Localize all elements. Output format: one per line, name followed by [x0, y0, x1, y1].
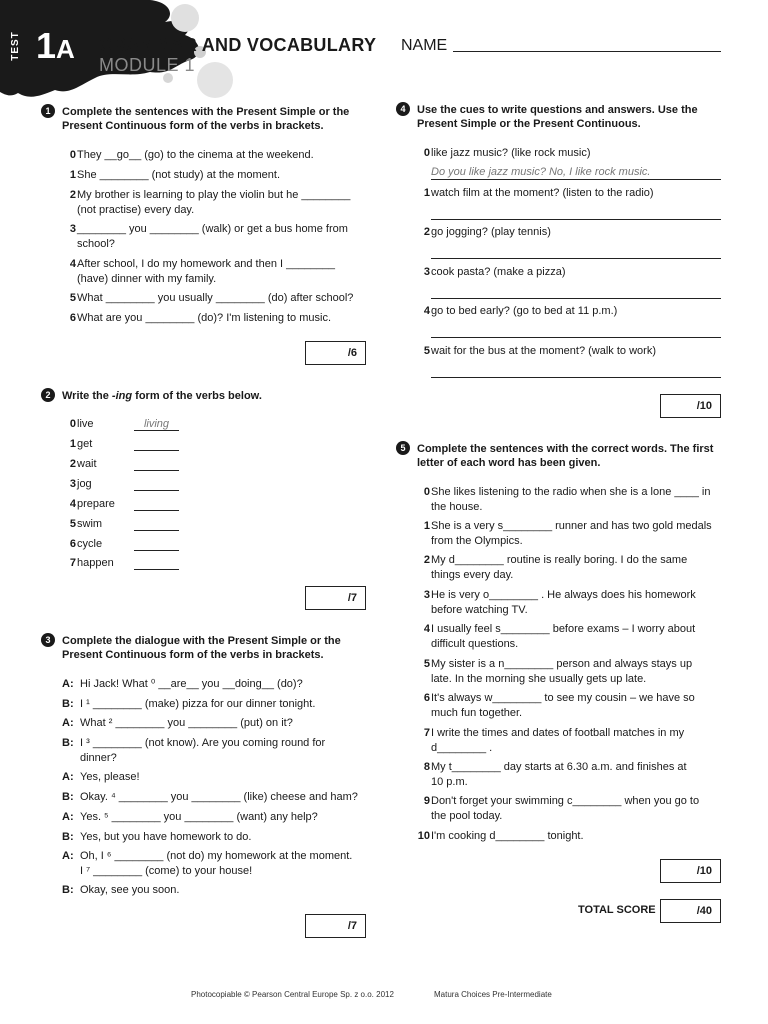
speaker-label: B:: [62, 791, 74, 803]
q1-item-number: 2: [69, 189, 76, 201]
q5-item-text[interactable]: I write the times and dates of football matches in my d________ .: [431, 727, 685, 754]
q5-item-number: 9: [423, 795, 430, 807]
q5-header: [396, 442, 721, 470]
dialogue-text[interactable]: Hi Jack! What ⁰ __are__ you __doing__ (do)?: [80, 678, 303, 690]
speaker-label: A:: [62, 678, 74, 690]
dialogue-text[interactable]: Yes. ⁵ ________ you ________ (want) any help?: [80, 811, 318, 823]
speaker-label: B:: [62, 698, 74, 710]
q2-verb: wait: [77, 458, 97, 470]
q4-answer-field[interactable]: [431, 363, 721, 378]
q4-cue: go to bed early? (go to bed at 11 p.m.): [431, 305, 618, 317]
q5-item-number: 5: [423, 658, 430, 670]
speaker-label: A:: [62, 771, 74, 783]
q1-number: 1: [41, 104, 55, 118]
q1-item-text[interactable]: After school, I do my homework and then I ________ (have) dinner with my family.: [77, 258, 336, 285]
dialogue-text[interactable]: Yes, please!: [80, 771, 140, 783]
badge-letter: A: [56, 34, 75, 64]
q4-cue: cook pasta? (make a pizza): [431, 266, 566, 278]
q3-number: 3: [41, 633, 55, 647]
q5-number: 5: [396, 441, 410, 455]
q5-item-text[interactable]: She is a very s________ runner and has two gold medals from the Olympics.: [431, 520, 712, 547]
speaker-label: A:: [62, 850, 74, 862]
q4-cue: like jazz music? (like rock music): [431, 147, 591, 159]
q4-answer-field[interactable]: [431, 284, 721, 299]
q2-answer-field[interactable]: [134, 556, 179, 570]
speaker-label: B:: [62, 831, 74, 843]
q2-answer-field[interactable]: [134, 517, 179, 531]
q1-item-number: 3: [69, 223, 76, 235]
q1-item-text[interactable]: What are you ________ (do)? I'm listening to music.: [77, 312, 332, 324]
q2-verb: happen: [77, 557, 114, 569]
q5-item-text[interactable]: Don't forget your swimming c________ when you go to the pool today.: [431, 795, 700, 822]
speaker-label: B:: [62, 884, 74, 896]
q2-verb: swim: [77, 518, 103, 530]
module-label: MODULE 1: [99, 55, 196, 75]
badge-number: 1: [36, 25, 57, 66]
q2-answer-field[interactable]: living: [134, 417, 179, 431]
total-score-label: TOTAL SCORE: [578, 904, 656, 916]
q2-answer-field[interactable]: [134, 457, 179, 471]
q2-item-number: 4: [69, 498, 76, 510]
q5-item-number: 1: [423, 520, 430, 532]
footer-copyright: Photocopiable © Pearson Central Europe Sp. z o.o. 2012: [191, 990, 394, 999]
q1-item-number: 5: [69, 292, 76, 304]
q5-item-number: 7: [423, 727, 430, 739]
q5-item-number: 0: [423, 486, 430, 498]
q4-item-number: 0: [423, 147, 430, 159]
q1-item-text[interactable]: My brother is learning to play the violin but he ________ (not practise) every day.: [77, 189, 351, 216]
q4-answer-field[interactable]: [431, 205, 721, 220]
q2-verb: get: [77, 438, 93, 450]
speaker-label: A:: [62, 717, 74, 729]
name-label: NAME: [401, 37, 448, 54]
q1-header: [41, 105, 371, 133]
q5-item-text[interactable]: My sister is a n________ person and always stays up late. In the morning she usually gets up late.: [431, 658, 693, 685]
q5-item-text[interactable]: He is very o________ . He always does his homework before watching TV.: [431, 589, 696, 616]
q2-verb: jog: [77, 478, 92, 490]
dialogue-text[interactable]: Okay. ⁴ ________ you ________ (like) cheese and ham?: [80, 791, 358, 803]
test-label: TEST: [10, 31, 21, 61]
q2-header: [41, 389, 371, 403]
q1-item-text[interactable]: They __go__ (go) to the cinema at the weekend.: [77, 149, 314, 161]
q4-answer-field[interactable]: Do you like jazz music? No, I like rock music.: [431, 165, 721, 180]
q4-header: [396, 103, 721, 131]
q1-item-text[interactable]: She ________ (not study) at the moment.: [77, 169, 281, 181]
q4-cue: watch film at the moment? (listen to the radio): [431, 187, 654, 199]
page-title: GRAMMAR AND VOCABULARY: [99, 35, 377, 55]
q5-item-text[interactable]: It's always w________ to see my cousin – we have so much fun together.: [431, 692, 695, 719]
dialogue-text[interactable]: I ³ ________ (not know). Are you coming round for dinner?: [80, 737, 326, 764]
q5-score-box[interactable]: /10: [660, 859, 721, 883]
q2-item-number: 0: [69, 418, 76, 430]
q2-answer-field[interactable]: [134, 437, 179, 451]
q2-item-number: 1: [69, 438, 76, 450]
q1-item-number: 4: [69, 258, 76, 270]
total-score-box[interactable]: /40: [660, 899, 721, 923]
q4-cue: wait for the bus at the moment? (walk to work): [431, 345, 656, 357]
q2-verb: prepare: [77, 498, 115, 510]
q1-score-box[interactable]: /6: [305, 341, 366, 365]
q5-item-number: 2: [423, 554, 430, 566]
q2-answer-field[interactable]: [134, 537, 179, 551]
q3-header: [41, 634, 371, 662]
q5-item-text[interactable]: I usually feel s________ before exams – I worry about difficult questions.: [431, 623, 696, 650]
q5-item-number: 6: [423, 692, 430, 704]
q2-item-number: 5: [69, 518, 76, 530]
q4-instruction: Use the cues to write questions and answers. Use the Present Simple or the Present Continuous.: [417, 104, 698, 130]
footer-book: Matura Choices Pre-Intermediate: [434, 990, 552, 999]
q5-item-text[interactable]: I'm cooking d________ tonight.: [431, 830, 584, 842]
q1-item-text[interactable]: ________ you ________ (walk) or get a bus home from school?: [77, 223, 348, 250]
speaker-label: B:: [62, 737, 74, 749]
q4-item-number: 4: [423, 305, 430, 317]
dialogue-text[interactable]: I ¹ ________ (make) pizza for our dinner tonight.: [80, 698, 316, 710]
q1-instruction: Complete the sentences with the Present Simple or the Present Continuous form of the verbs in brackets.: [62, 106, 350, 132]
q2-score-box[interactable]: /7: [305, 586, 366, 610]
dialogue-text[interactable]: Oh, I ⁶ ________ (not do) my homework at the moment. I ⁷ ________ (come) to your house!: [80, 850, 353, 877]
dialogue-text[interactable]: Okay, see you soon.: [80, 884, 180, 896]
q2-item-number: 6: [69, 538, 76, 550]
q5-item-number: 8: [423, 761, 430, 773]
q1-item-text[interactable]: What ________ you usually ________ (do) after school?: [77, 292, 354, 304]
q5-item-text[interactable]: My t________ day starts at 6.30 a.m. and finishes at 10 p.m.: [431, 761, 687, 788]
q4-item-number: 1: [423, 187, 430, 199]
q2-instruction: Write the -ing form of the verbs below.: [62, 390, 262, 402]
q4-item-number: 3: [423, 266, 430, 278]
q2-verb: live: [77, 418, 94, 430]
q3-instruction: Complete the dialogue with the Present Simple or the Present Continuous form of the verbs in brackets.: [62, 635, 341, 661]
q3-score-box[interactable]: /7: [305, 914, 366, 938]
q4-item-number: 2: [423, 226, 430, 238]
q2-verb: cycle: [77, 538, 103, 550]
q5-instruction: Complete the sentences with the correct words. The first letter of each word has been given.: [417, 443, 714, 469]
q4-number: 4: [396, 102, 410, 116]
q4-answer-field[interactable]: [431, 244, 721, 259]
q2-item-number: 2: [69, 458, 76, 470]
q5-item-number: 10: [417, 830, 430, 842]
speaker-label: A:: [62, 811, 74, 823]
q1-item-number: 1: [69, 169, 76, 181]
q2-number: 2: [41, 388, 55, 402]
q2-answer-field[interactable]: [134, 497, 179, 511]
q5-item-number: 4: [423, 623, 430, 635]
q5-item-number: 3: [423, 589, 430, 601]
q5-item-text[interactable]: My d________ routine is really boring. I do the same things every day.: [431, 554, 688, 581]
q4-score-box[interactable]: /10: [660, 394, 721, 418]
q1-item-number: 6: [69, 312, 76, 324]
q4-item-number: 5: [423, 345, 430, 357]
q5-item-text[interactable]: She likes listening to the radio when she is a lone ____ in the house.: [431, 486, 711, 513]
dialogue-text[interactable]: Yes, but you have homework to do.: [80, 831, 252, 843]
q2-item-number: 3: [69, 478, 76, 490]
q1-item-number: 0: [69, 149, 76, 161]
name-field[interactable]: [453, 51, 721, 52]
q4-cue: go jogging? (play tennis): [431, 226, 551, 238]
q4-answer-field[interactable]: [431, 323, 721, 338]
q2-answer-field[interactable]: [134, 477, 179, 491]
dialogue-text[interactable]: What ² ________ you ________ (put) on it?: [80, 717, 293, 729]
test-badge: [36, 25, 75, 66]
q2-item-number: 7: [69, 557, 76, 569]
